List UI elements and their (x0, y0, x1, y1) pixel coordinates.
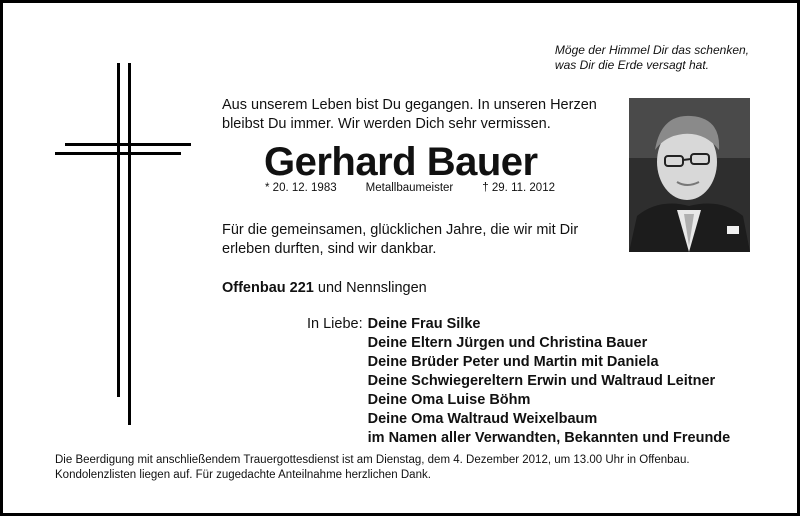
mourner-line: Deine Schwiegereltern Erwin und Waltraud Leitner (367, 373, 716, 389)
mourners-list (368, 315, 731, 448)
gratitude-line-1: Für die gemeinsamen, glücklichen Jahre, die wir mit Dir (222, 222, 579, 238)
motto (555, 43, 749, 73)
intro-line-1: Aus unserem Leben bist Du gegangen. In unseren Herzen (222, 97, 597, 113)
portrait-photo (629, 98, 750, 252)
motto-line-2: was Dir die Erde versagt hat. (554, 58, 709, 72)
funeral-notice-line-2: Kondolenzlisten liegen auf. Für zugedachte Anteilnahme herzlichen Dank. (55, 469, 431, 481)
intro-line-2: bleibst Du immer. Wir werden Dich sehr vermissen. (222, 116, 551, 132)
residence-address: Offenbau 221 (222, 280, 314, 296)
funeral-notice-line-1: Die Beerdigung mit anschließendem Trauergottesdienst ist am Dienstag, dem 4. Dezember 2012, um 13.00 Uhr in Offenbau. (55, 454, 690, 466)
mourners-label: In Liebe: (307, 316, 363, 332)
gratitude-text (222, 221, 622, 259)
mourners-block (307, 315, 730, 448)
cross-icon (55, 63, 195, 425)
portrait-image (629, 98, 750, 252)
mourner-line: Deine Frau Silke (367, 316, 481, 332)
profession: Metallbaumeister (365, 182, 454, 194)
residence (222, 279, 427, 298)
mourner-line: Deine Brüder Peter und Martin mit Daniela (367, 354, 659, 370)
mourner-line: Deine Oma Waltraud Weixelbaum (367, 411, 598, 427)
death-date: † 29. 11. 2012 (482, 182, 555, 194)
residence-rest: und Nennslingen (313, 280, 427, 296)
mourner-line: im Namen aller Verwandten, Bekannten und Freunde (367, 430, 731, 446)
funeral-notice (55, 453, 751, 483)
mourner-line: Deine Oma Luise Böhm (367, 392, 531, 408)
gratitude-line-2: erleben durften, sind wir dankbar. (222, 241, 437, 257)
life-dates (265, 182, 555, 194)
birth-date: * 20. 12. 1983 (265, 182, 337, 194)
mourner-line: Deine Eltern Jürgen und Christina Bauer (367, 335, 648, 351)
intro-text (222, 96, 612, 134)
deceased-name: Gerhard Bauer (264, 140, 538, 184)
motto-line-1: Möge der Himmel Dir das schenken, (554, 43, 749, 57)
